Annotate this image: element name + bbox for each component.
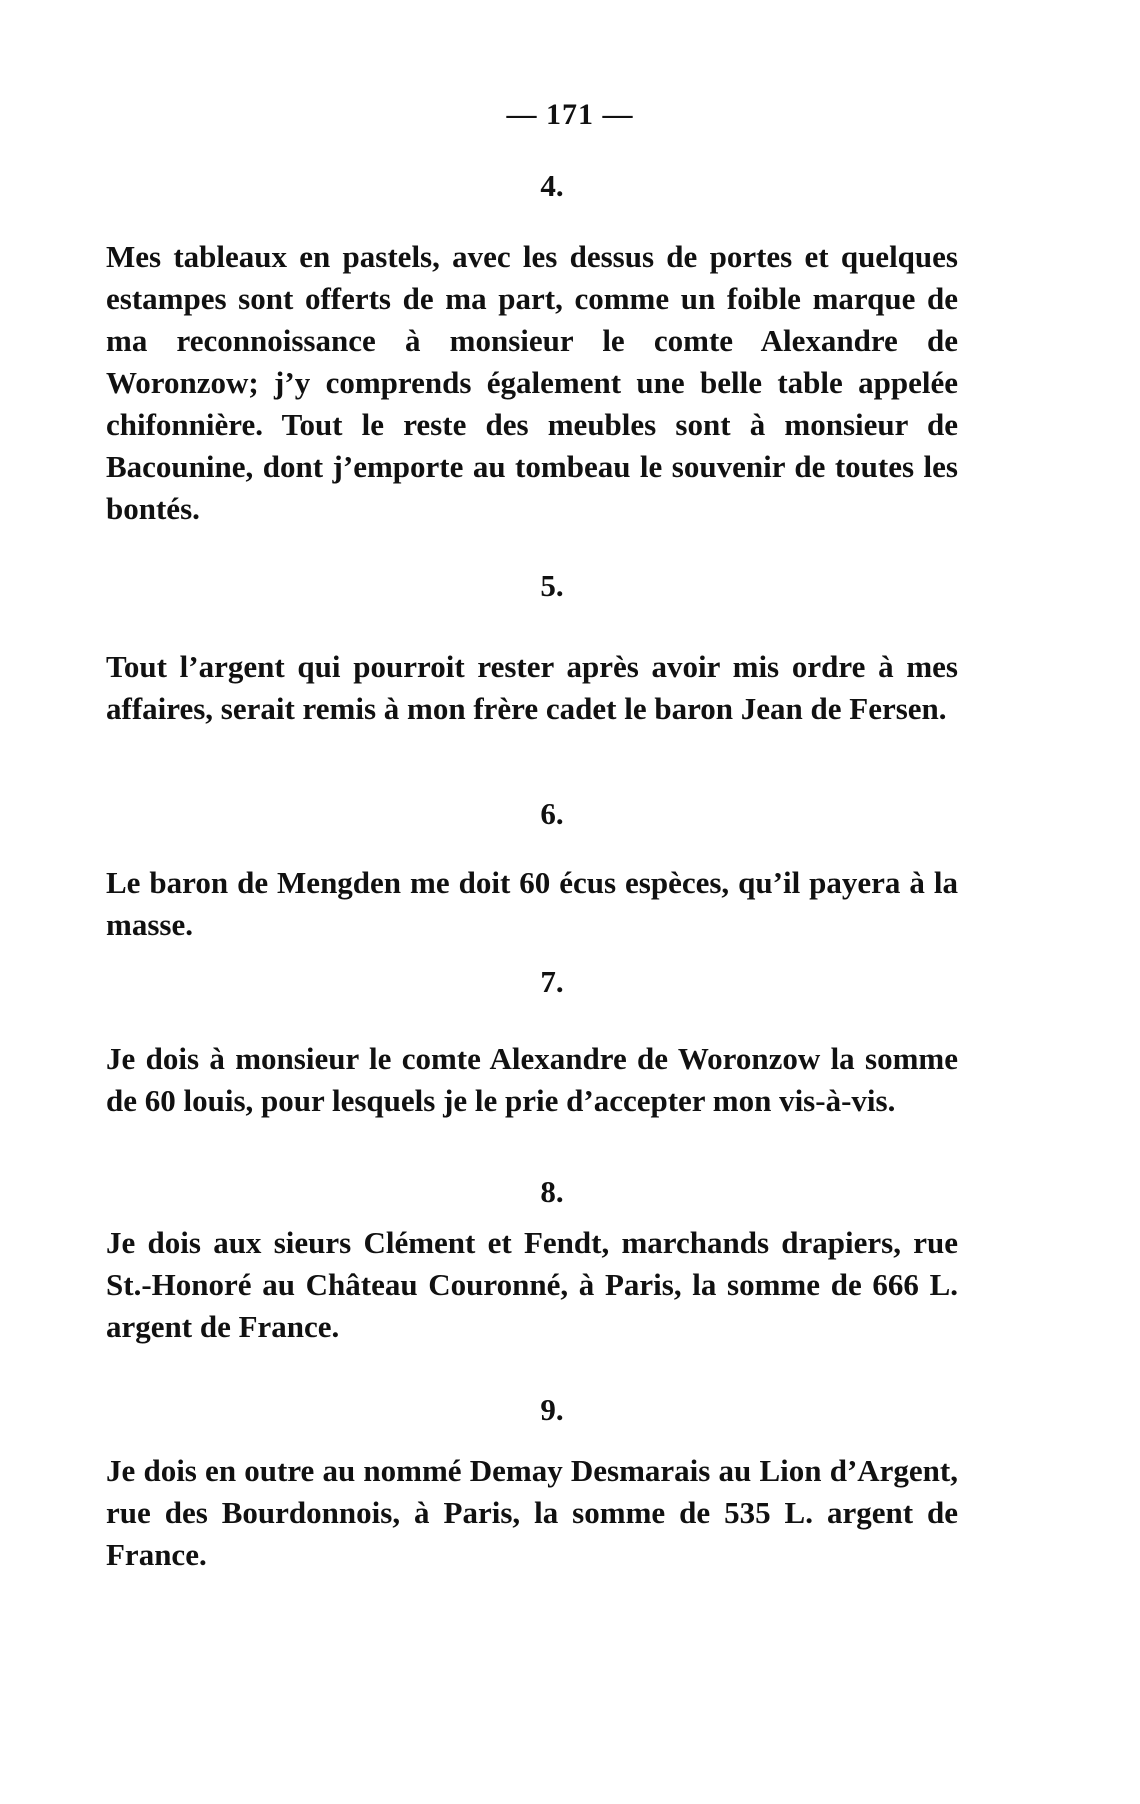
article-number: 5.	[540, 568, 564, 603]
article-text: Je dois en outre au nommé Demay Desmarais au Lion d’Argent, rue des Bourdonnois, à Paris, la somme de 535 L. argent de France.	[106, 1453, 958, 1572]
article-text: Mes tableaux en pastels, avec les dessus de portes et quelques estampes sont offerts de ma part, comme un foible marque de ma reconnoissance à monsieur le comte Alexandre de Woronzow; j’y comprends également une belle table appelée chifonnière. Tout le reste des meubles sont à monsieur de Bacounine, dont j’emporte au tombeau le souvenir de toutes les bontés.	[106, 239, 958, 526]
article-number: 8.	[540, 1174, 564, 1209]
article-text: Je dois à monsieur le comte Alexandre de Woronzow la somme de 60 louis, pour lesquels je le prie d’accepter mon vis-à-vis.	[106, 1041, 958, 1118]
article-4	[106, 168, 958, 530]
article-number: 6.	[540, 796, 564, 831]
article-9	[106, 1392, 958, 1576]
article-6	[106, 796, 958, 946]
article-number: 7.	[540, 964, 564, 999]
article-number: 9.	[540, 1392, 564, 1427]
article-7	[106, 964, 958, 1122]
article-text: Le baron de Mengden me doit 60 écus espèces, qu’il payera à la masse.	[106, 865, 958, 942]
article-number: 4.	[540, 168, 564, 203]
article-8	[106, 1174, 958, 1348]
article-5	[106, 568, 958, 730]
page-number: — 171 —	[506, 98, 634, 131]
article-text: Je dois aux sieurs Clément et Fendt, marchands drapiers, rue St.-Honoré au Château Couronné, à Paris, la somme de 666 L. argent de France.	[106, 1225, 958, 1344]
article-text: Tout l’argent qui pourroit rester après avoir mis ordre à mes affaires, serait remis à mon frère cadet le baron Jean de Fersen.	[106, 649, 958, 726]
